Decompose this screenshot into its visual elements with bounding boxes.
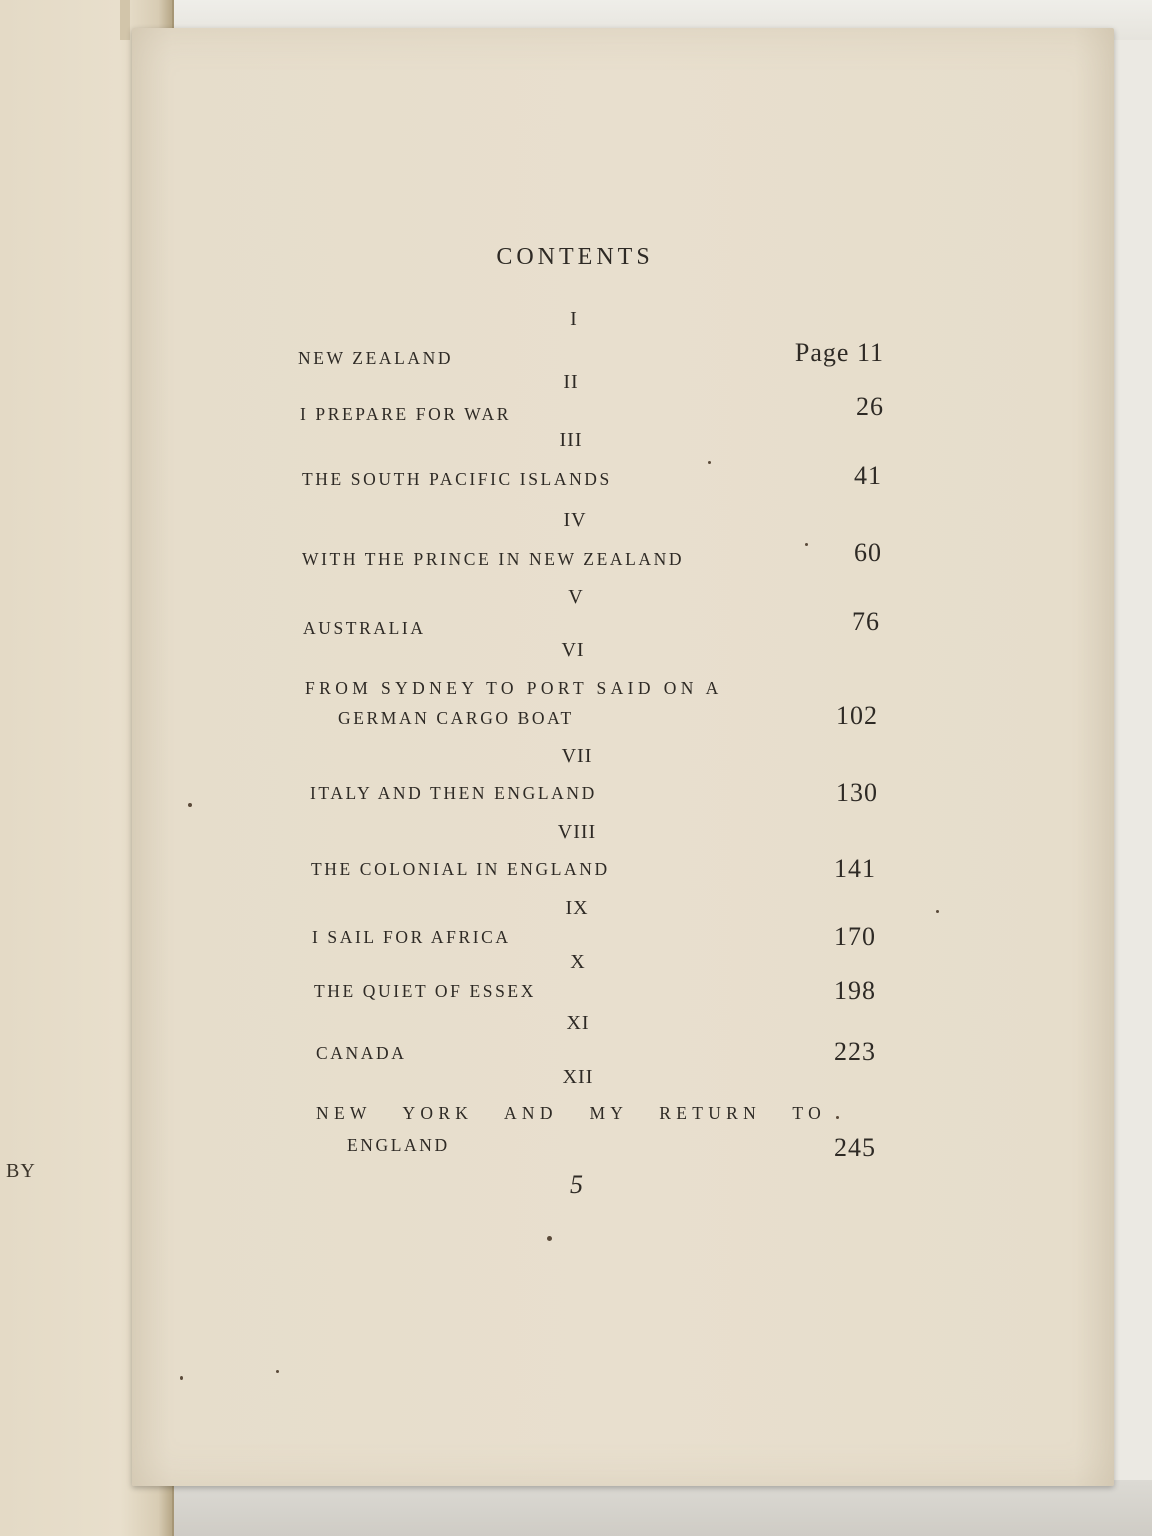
- chapter-title: NEW ZEALAND: [298, 348, 454, 368]
- chapter-page: [795, 338, 884, 368]
- chapter-numeral: XII: [562, 1066, 594, 1088]
- page-label: Page: [794, 338, 850, 367]
- chapter-numeral: XI: [566, 1012, 590, 1034]
- chapter-page: 26: [856, 392, 884, 421]
- chapter-title: I PREPARE FOR WAR: [300, 404, 511, 424]
- paper-speck: [805, 543, 808, 546]
- left-page-edge: [120, 0, 130, 40]
- chapter-title-line-1: NEW YORK AND MY RETURN TO: [316, 1103, 827, 1123]
- chapter-title-line-2: ENGLAND: [347, 1135, 450, 1155]
- paper-speck: [547, 1236, 552, 1241]
- chapter-numeral: X: [570, 951, 586, 973]
- chapter-numeral: V: [568, 586, 584, 608]
- chapter-title: I SAIL FOR AFRICA: [312, 927, 511, 947]
- paper-speck: [180, 1376, 183, 1380]
- chapter-page: 245: [834, 1133, 876, 1162]
- chapter-numeral: IX: [565, 897, 589, 919]
- chapter-title-line-2: GERMAN CARGO BOAT: [338, 708, 574, 728]
- contents-heading: CONTENTS: [496, 244, 654, 270]
- paper-speck: [836, 1116, 839, 1119]
- chapter-page: 76: [852, 607, 880, 636]
- chapter-title: WITH THE PRINCE IN NEW ZEALAND: [302, 549, 685, 569]
- chapter-numeral: IV: [563, 509, 587, 531]
- chapter-page: 170: [834, 922, 876, 951]
- chapter-title: AUSTRALIA: [303, 618, 426, 638]
- paper-speck: [188, 803, 192, 807]
- chapter-page: 141: [834, 854, 876, 883]
- chapter-numeral: I: [570, 308, 578, 330]
- chapter-title: THE COLONIAL IN ENGLAND: [311, 859, 610, 879]
- chapter-page: 198: [834, 976, 876, 1005]
- page-number: 11: [856, 338, 884, 367]
- left-page-text: BY: [6, 1160, 36, 1182]
- chapter-numeral: II: [563, 371, 579, 393]
- chapter-page: 130: [836, 778, 878, 807]
- chapter-page: 223: [834, 1037, 876, 1066]
- chapter-title-line-1: FROM SYDNEY TO PORT SAID ON A: [305, 678, 723, 698]
- chapter-numeral: VII: [561, 745, 593, 767]
- page-folio: 5: [570, 1170, 583, 1199]
- paper-speck: [708, 461, 711, 464]
- chapter-page: 102: [836, 701, 878, 730]
- chapter-numeral: VI: [561, 639, 585, 661]
- chapter-title: CANADA: [316, 1043, 407, 1063]
- paper-speck: [276, 1370, 279, 1373]
- chapter-title: THE QUIET OF ESSEX: [314, 981, 536, 1001]
- chapter-numeral: VIII: [557, 821, 597, 843]
- chapter-page: 41: [854, 461, 882, 490]
- chapter-numeral: III: [559, 429, 583, 451]
- chapter-title: ITALY AND THEN ENGLAND: [310, 783, 597, 803]
- paper-speck: [936, 910, 939, 913]
- chapter-title: THE SOUTH PACIFIC ISLANDS: [302, 469, 612, 489]
- chapter-page: 60: [854, 538, 882, 567]
